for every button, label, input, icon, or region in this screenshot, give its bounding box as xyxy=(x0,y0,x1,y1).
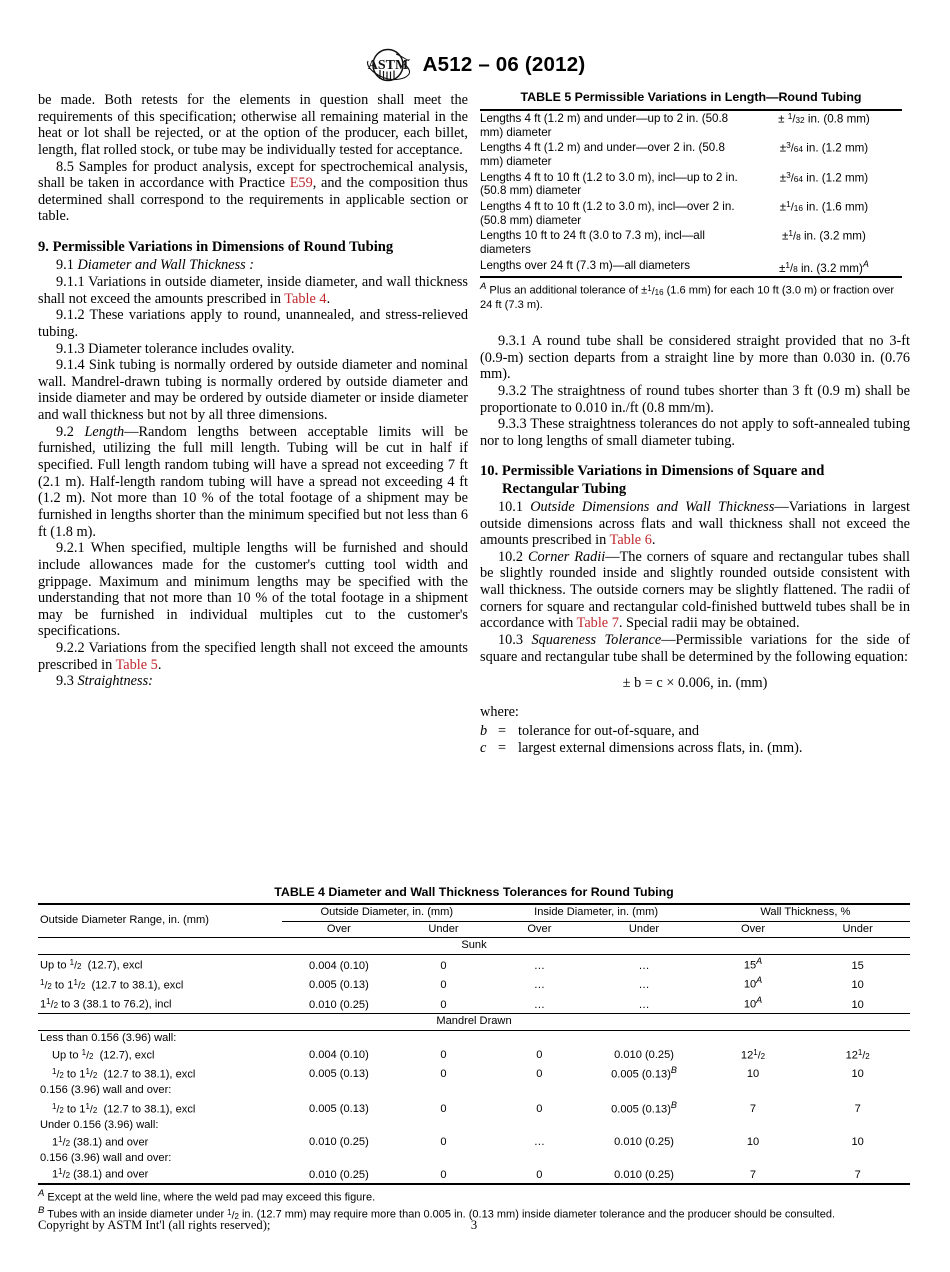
table-4-cell: 7 xyxy=(854,1168,861,1181)
para-9-1-1-part2: . xyxy=(326,290,331,307)
footnote-marker: A xyxy=(38,1188,45,1200)
paragraph-continued: be made. Both retests for the elements in question shall meet the requirements of this specification; otherwise all remaining material in the heat or lot shall be rejected, or at the option of the producer, each billet, length, flat rolled stock, or tube may be individually tested for acceptance. xyxy=(38,92,468,158)
table-4-subheader: Under xyxy=(628,922,660,935)
table-4-subheader: Under xyxy=(428,922,459,935)
paragraph-9-2-2 xyxy=(38,640,468,673)
table-4-group-row-label: Less than 0.156 (3.96) wall: xyxy=(40,1031,177,1044)
heading-section-10-line2: Rectangular Tubing xyxy=(502,480,627,497)
footnote-marker: A xyxy=(480,281,487,293)
table-4-cell: 0.004 (0.10) xyxy=(308,1048,369,1061)
para-9-2-title: Length xyxy=(84,423,125,440)
paragraph-9-2-1: 9.2.1 When specified, multiple lengths will be furnished and should include allowances made for the customer's cutting tool width and grippage. Maximum and minimum lengths may be specified with the understanding that not more than 10 % of the total footage in a shipment may be furnished in individual multiples cut to the customer's specifications. xyxy=(38,540,468,640)
table-row xyxy=(38,1118,910,1134)
table-row xyxy=(38,1046,910,1063)
table-4-range: $^1$/2 to $1^1/2$ (12.7 to 38.1), excl xyxy=(52,1102,196,1116)
para-9-3-title: Straightness: xyxy=(77,673,153,690)
table-5-value: ± $^1$/32 in. (0.8 mm) xyxy=(778,110,870,126)
document-header xyxy=(0,48,950,82)
paragraph-9-1 xyxy=(38,257,468,274)
paragraph-9-1-4: 9.1.4 Sink tubing is normally ordered by outside diameter and nominal wall. Mandrel-drawn tubing is normally ordered by outside diameter and inside diameter and may be ordered by outside diameter or inside diameter and wall thickness but not by all three dimensions. xyxy=(38,357,468,424)
table-4-cell: 0 xyxy=(440,1168,447,1181)
where-equals: = xyxy=(498,739,507,756)
table-5-caption: TABLE 5 Permissible Variations in Length—Round Tubing xyxy=(520,90,862,104)
where-label: where: xyxy=(480,703,519,720)
table-4-group-header-row xyxy=(38,904,910,921)
table-4-cell: … xyxy=(533,979,545,992)
table-4-range: $^1$/2 to $1^1/2$ (12.7 to 38.1), excl xyxy=(40,977,184,992)
table-4-cell: 10 xyxy=(851,998,864,1011)
para-9-2-number: 9.2 xyxy=(56,423,85,440)
table-4-section-header xyxy=(38,938,910,955)
table-row xyxy=(38,1151,910,1167)
right-text-column xyxy=(480,333,910,757)
table-4-cell: 15 xyxy=(851,959,864,972)
table-4-cell: 0.010 (0.25) xyxy=(308,1136,369,1149)
footnote-marker: B xyxy=(670,1064,677,1075)
paragraph-9-1-2: 9.1.2 These variations apply to round, unannealed, and stress-relieved tubing. xyxy=(38,307,468,340)
para-9-3-number: 9.3 xyxy=(56,673,78,690)
table-4-cell: $12^1/2$ xyxy=(740,1047,766,1061)
table-4-cell: 0 xyxy=(536,1103,543,1116)
table-4-cell: 0 xyxy=(440,959,447,972)
where-symbol: b xyxy=(480,722,488,739)
table-4-cell-empty xyxy=(282,1030,910,1046)
table-4-subheader: Over xyxy=(326,922,351,935)
table-4-range: Up to $^1$/2 (12.7), excl xyxy=(40,958,143,972)
footnote-marker: A xyxy=(862,258,869,269)
page-number: 3 xyxy=(470,1218,478,1232)
table-5-value: ±$^1$/8 in. (3.2 mm) xyxy=(782,228,866,243)
table-4-cell: … xyxy=(533,959,545,972)
para-9-2-2-part1: 9.2.2 Variations from the specified length shall not exceed the amounts prescribed in xyxy=(38,640,468,673)
svg-text:ASTM: ASTM xyxy=(367,58,408,73)
table-4-cell: 7 xyxy=(749,1168,757,1181)
table-4-cell: 0.010 (0.25) xyxy=(614,1048,674,1061)
footnote-marker: A xyxy=(756,994,763,1005)
table-row xyxy=(480,228,902,257)
para-9-1-1-part1: 9.1.1 Variations in outside diameter, inside diameter, and wall thickness shall not exceed the amounts prescribed in xyxy=(38,273,468,307)
paragraph-9-3 xyxy=(38,673,468,690)
table-4-section-label: Sunk xyxy=(461,939,487,952)
table-4-cell: 10$^A$ xyxy=(743,975,763,992)
table-4-cell: 0 xyxy=(536,1068,543,1081)
table-row xyxy=(38,954,910,974)
paragraph-9-2 xyxy=(38,424,468,540)
table-4-cell: 0 xyxy=(440,1103,447,1116)
table-4-cell-empty xyxy=(282,1151,910,1167)
table-4-cell-empty xyxy=(282,1083,910,1099)
para-10-2-title: Corner Radii xyxy=(528,548,606,565)
paragraph-8-5 xyxy=(38,159,468,226)
table-4-cell: 0 xyxy=(440,1136,447,1149)
table-row xyxy=(480,110,902,140)
paragraph-10-3 xyxy=(480,632,910,665)
table-4-subheader: Over xyxy=(527,922,552,935)
table-4-cell: 0.005 (0.13) xyxy=(308,1103,369,1116)
table-row xyxy=(480,258,902,278)
table-4-cell: 0.010 (0.25) xyxy=(614,1136,674,1149)
table-4-cell: 10 xyxy=(746,1068,760,1081)
para-10-2-part1: —The corners of square and rectangular tubes shall be slightly rounded inside and slightly rounded outside consistent with wall thickness. The outside corners may be slightly flattened. The radii of corners for square and rectangular cold-finished buttweld tubes shall be in accordance with xyxy=(480,548,911,632)
para-9-2-2-part2: . xyxy=(157,656,162,673)
table-row xyxy=(38,1166,910,1183)
ref-table-6[interactable]: Table 6 xyxy=(609,532,652,549)
table-row xyxy=(38,1134,910,1151)
copyright-notice: Copyright by ASTM Int'l (all rights reserved); xyxy=(38,1218,271,1232)
table-4-cell: 0.005 (0.13)$^B$ xyxy=(611,1099,677,1116)
table-4-cell: 0 xyxy=(440,1048,447,1061)
table-4-section-header xyxy=(38,1014,910,1031)
table-4-cell: 0 xyxy=(536,1048,543,1061)
ref-table-5[interactable]: Table 5 xyxy=(115,656,158,673)
para-9-1-title: Diameter and Wall Thickness : xyxy=(77,257,255,274)
table-4-group-wall: Wall Thickness, % xyxy=(701,904,910,921)
where-definitions xyxy=(480,723,910,757)
footnote-marker: A xyxy=(756,956,763,967)
para-10-3-number: 10.3 xyxy=(498,632,532,649)
table-5-value: ±$^3$/64 in. (1.2 mm) xyxy=(779,140,869,155)
table-4-range: $1^1/2$ (38.1) and over xyxy=(52,1167,149,1181)
table-4-cell: 10 xyxy=(851,979,864,992)
table-4-cell: 10 xyxy=(851,1136,864,1149)
ref-table-7[interactable]: Table 7 xyxy=(576,615,619,632)
table-4-cell: 0.005 (0.13) xyxy=(308,1068,369,1081)
table-4-cell: … xyxy=(533,1136,545,1149)
table-4-section-label: Mandrel Drawn xyxy=(38,1014,910,1031)
paragraph-9-3-3: 9.3.3 These straightness tolerances do not apply to soft-annealed tubing nor to long lengths of small diameter tubing. xyxy=(480,416,910,449)
where-definition: largest external dimensions across flats, in. (mm). xyxy=(518,739,803,756)
table-4-cell: 10 xyxy=(851,1068,864,1081)
heading-section-10 xyxy=(480,463,910,497)
table-4-footnote-b: B Tubes with an inside diameter under $^1$/2 in. (12.7 mm) may require more than 0.005 in. (0.13 mm) inside diameter tolerance and the producer should be consulted. xyxy=(38,1205,836,1221)
heading-section-9-text: 9. Permissible Variations in Dimensions of Round Tubing xyxy=(38,239,394,256)
table-row xyxy=(38,1063,910,1082)
table-row xyxy=(38,994,910,1014)
table-4-rowhead: Outside Diameter Range, in. (mm) xyxy=(40,914,209,927)
table-row xyxy=(38,1098,910,1117)
para-8-5-part1: 8.5 Samples for product analysis, except for spectrochemical analysis, shall be taken in accordance with Practice xyxy=(38,158,468,192)
table-4-cell: 0.004 (0.10) xyxy=(308,959,369,972)
para-8-5-part2: , and the composition thus determined shall correspond to the requirements in applicable section or table. xyxy=(38,175,468,225)
table-5-value: ±$^3$/64 in. (1.2 mm) xyxy=(779,169,869,185)
table-row xyxy=(38,1030,910,1046)
table-4 xyxy=(38,885,910,1222)
table-5-desc: Lengths 4 ft to 10 ft (1.2 to 3.0 m), incl—up to 2 in. (50.8 mm) diameter xyxy=(480,170,738,198)
squareness-equation: ± b = c × 0.006, in. (mm) xyxy=(622,675,768,692)
table-4-cell: … xyxy=(533,998,545,1011)
table-row xyxy=(480,140,902,169)
table-5-desc: Lengths 10 ft to 24 ft (3.0 to 7.3 m), incl—all diameters xyxy=(480,229,705,256)
paragraph-10-1 xyxy=(480,499,910,549)
table-4-cell: 0.010 (0.25) xyxy=(614,1168,674,1181)
table-4-grid xyxy=(38,903,910,1183)
table-4-cell: … xyxy=(638,998,650,1011)
para-9-2-body: —Random lengths between acceptable limits will be furnished, utilizing the full mill length. Tubing will be cut in half if specified. Full length random tubing will have a spread not exceeding 7 ft (2.1 m). Half-length random tubing will have a spread not exceeding 4 ft (1.2 m). Not more than 10 % of the total footage of a shipment may be furnished in lengths shorter than the minimum specified but not less than 6 ft (1.8 m). xyxy=(38,423,468,540)
para-10-1-number: 10.1 xyxy=(498,498,531,515)
table-5-desc: Lengths 4 ft to 10 ft (1.2 to 3.0 m), incl—over 2 in. (50.8 mm) diameter xyxy=(480,199,735,227)
paragraph-9-3-2: 9.3.2 The straightness of round tubes shorter than 3 ft (0.9 m) shall be proportionate to 0.010 in./ft (0.8 mm/m). xyxy=(480,382,910,416)
para-10-1-title: Outside Dimensions and Wall Thickness xyxy=(530,498,775,515)
page-title: A512 – 06 (2012) xyxy=(422,53,586,76)
table-4-cell: 0 xyxy=(440,979,447,992)
table-4-group-row-label: Under 0.156 (3.96) wall: xyxy=(40,1119,159,1132)
table-5-footnote-a: A Plus an additional tolerance of ±$^1$/16 (1.6 mm) for each 10 ft (3.0 m) or fraction over 24 ft (7.3 m). xyxy=(480,281,895,311)
table-4-group-id: Inside Diameter, in. (mm) xyxy=(491,904,700,921)
table-4-cell: 7 xyxy=(854,1103,861,1116)
where-symbol: c xyxy=(480,739,487,756)
table-4-subheader: Over xyxy=(740,922,766,935)
table-5-value: ±$^1$/16 in. (1.6 mm) xyxy=(779,198,869,214)
paragraph-9-1-3: 9.1.3 Diameter tolerance includes ovality. xyxy=(56,340,295,357)
table-4-cell: 7 xyxy=(749,1103,757,1116)
where-item xyxy=(480,740,910,757)
footnote-marker: B xyxy=(38,1205,45,1217)
table-4-range: $^1$/2 to $1^1/2$ (12.7 to 38.1), excl xyxy=(52,1066,196,1081)
table-4-cell: 0 xyxy=(536,1168,543,1181)
table-5-desc: Lengths over 24 ft (7.3 m)—all diameters xyxy=(480,258,691,272)
table-4-cell: 10 xyxy=(746,1136,760,1149)
where-equals: = xyxy=(498,722,507,739)
table-4-cell-empty xyxy=(282,1118,910,1134)
table-5 xyxy=(480,90,902,312)
table-4-subheader: Under xyxy=(842,922,873,935)
table-4-cell: 0.010 (0.25) xyxy=(308,1168,369,1181)
footnote-marker: B xyxy=(670,1099,677,1110)
where-definition: tolerance for out-of-square, and xyxy=(518,722,700,739)
para-10-3-title: Squareness Tolerance xyxy=(531,632,662,649)
table-4-footnotes xyxy=(38,1183,910,1222)
footnote-marker: A xyxy=(756,975,763,986)
ref-table-4[interactable]: Table 4 xyxy=(284,290,327,307)
table-4-footnote-a: A Except at the weld line, where the weld pad may exceed this figure. xyxy=(38,1188,376,1204)
table-4-cell: … xyxy=(638,959,650,972)
heading-section-9 xyxy=(38,239,468,256)
table-5-desc: Lengths 4 ft (1.2 m) and under—up to 2 in. (50.8 mm) diameter xyxy=(480,111,729,139)
table-4-range: Up to $^1$/2 (12.7), excl xyxy=(52,1047,155,1061)
table-4-cell: … xyxy=(638,979,650,992)
table-5-desc: Lengths 4 ft (1.2 m) and under—over 2 in. (50.8 mm) diameter xyxy=(480,141,725,168)
left-text-column xyxy=(38,92,468,690)
paragraph-9-3-1: 9.3.1 A round tube shall be considered straight provided that no 3-ft (0.9-m) section departs from a straight line by more than 0.030 in. (0.76 mm). xyxy=(480,333,910,383)
para-10-1-part2: . xyxy=(651,532,656,549)
heading-section-10-line1: 10. Permissible Variations in Dimensions of Square and xyxy=(480,463,825,480)
para-10-2-part2: . Special radii may be obtained. xyxy=(618,615,800,632)
table-4-cell: 15$^A$ xyxy=(743,956,763,972)
ref-e59[interactable]: E59 xyxy=(289,175,313,192)
table-4-cell: 0.005 (0.13)$^B$ xyxy=(611,1064,677,1081)
table-4-cell: 10$^A$ xyxy=(743,994,763,1011)
astm-logo xyxy=(365,48,411,82)
table-row xyxy=(38,974,910,993)
table-5-value: ±$^1$/8 in. (3.2 mm)$^A$ xyxy=(779,258,869,275)
para-9-1-number: 9.1 xyxy=(56,257,78,274)
table-4-caption: TABLE 4 Diameter and Wall Thickness Tolerances for Round Tubing xyxy=(274,885,674,899)
table-4-group-row-label: 0.156 (3.96) wall and over: xyxy=(40,1083,172,1096)
paragraph-9-1-1 xyxy=(38,274,468,307)
para-10-1-part1: —Variations in largest outside dimensions across flats and wall thickness shall not exceed the amounts prescribed in xyxy=(480,498,911,549)
table-5-grid xyxy=(480,109,902,279)
table-row xyxy=(480,170,902,199)
where-item xyxy=(480,723,910,740)
table-4-range: $1^1/2$ (38.1) and over xyxy=(52,1134,149,1149)
table-row xyxy=(480,199,902,228)
table-4-cell: 0.010 (0.25) xyxy=(308,998,369,1011)
table-4-cell: 0 xyxy=(440,998,447,1011)
table-4-range: $1^1/2$ to 3 (38.1 to 76.2), incl xyxy=(40,997,172,1011)
table-4-cell: $12^1/2$ xyxy=(845,1047,870,1061)
table-4-group-od: Outside Diameter, in. (mm) xyxy=(282,904,491,921)
table-4-cell: 0.005 (0.13) xyxy=(308,979,369,992)
table-4-group-row-label: 0.156 (3.96) wall and over: xyxy=(40,1151,172,1164)
para-10-2-number: 10.2 xyxy=(498,548,528,565)
paragraph-10-2 xyxy=(480,549,910,632)
para-10-3-body: —Permissible variations for the side of square and rectangular tube shall be determined by the following equation: xyxy=(480,632,910,665)
table-4-cell: 0 xyxy=(440,1068,447,1081)
table-row xyxy=(38,1083,910,1099)
